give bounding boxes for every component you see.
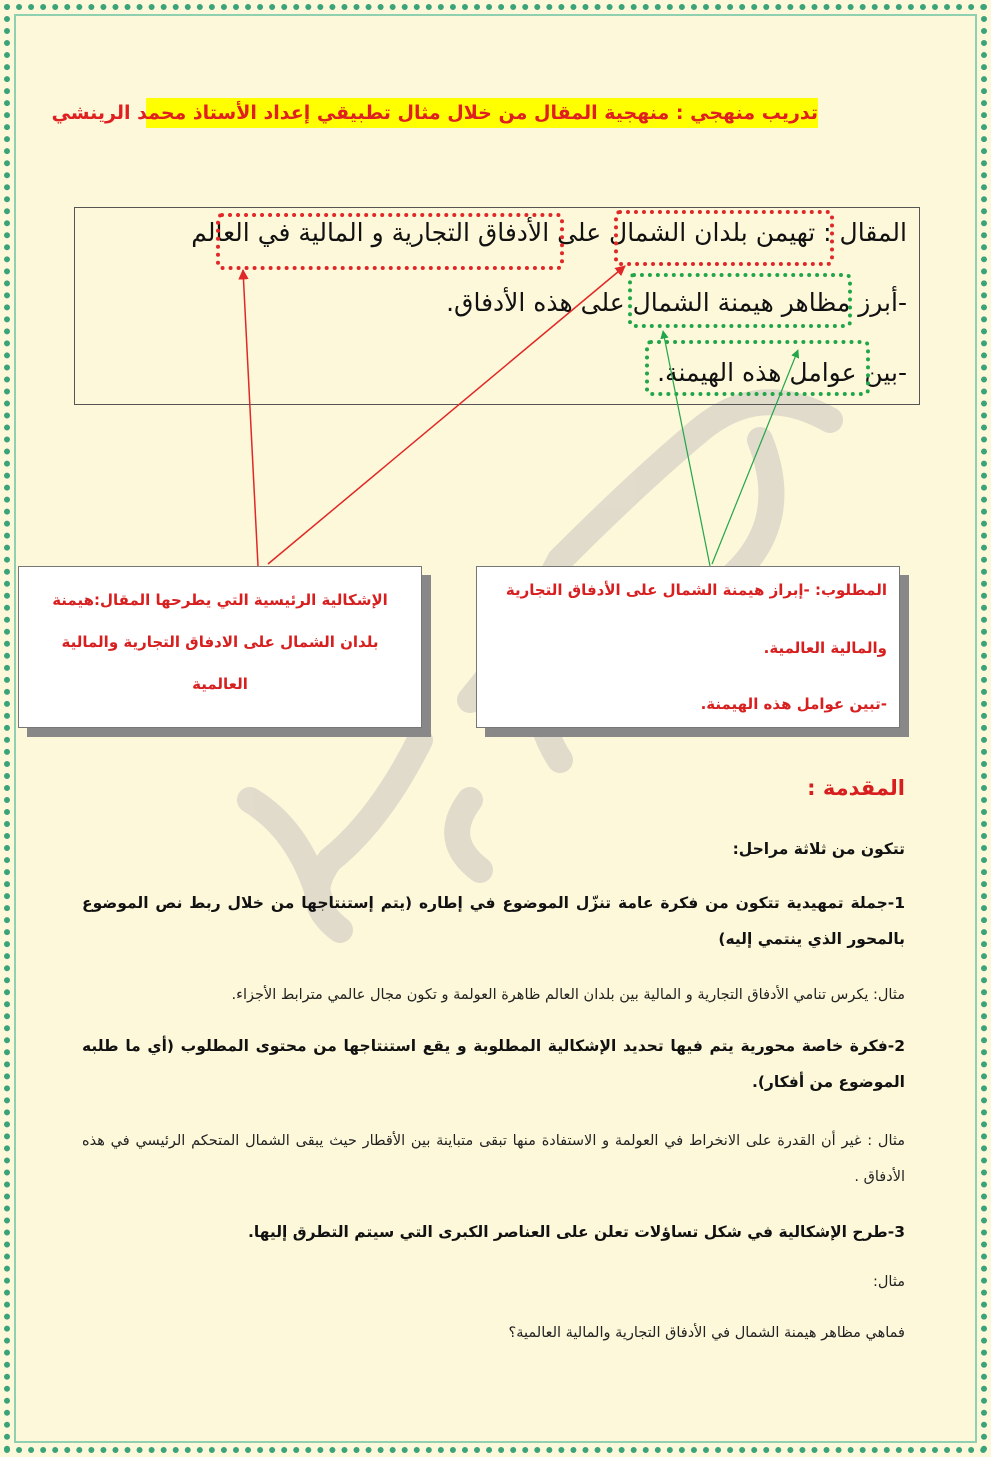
intro-example-3: فماهي مظاهر هيمنة الشمال في الأدفاق التجارية والمالية العالمية؟ bbox=[508, 1325, 905, 1341]
problem-line-1: الإشكالية الرئيسية التي يطرحها المقال:هيمنة bbox=[52, 591, 388, 609]
arrow-to-factors bbox=[712, 350, 798, 564]
arrow-to-manifestations bbox=[663, 331, 710, 566]
arrow-to-flows bbox=[243, 270, 258, 566]
intro-example-1: مثال: يكرس تنامي الأدفاق التجارية و المالية بين بلدان العالم ظاهرة العولمة و تكون مجال عالمي مترابط الأجزاء. bbox=[231, 987, 905, 1003]
intro-stages: تتكون من ثلاثة مراحل: bbox=[732, 840, 905, 858]
problem-line-3: العالمية bbox=[192, 675, 248, 693]
required-line-3: -تبين عوامل هذه الهيمنة. bbox=[700, 695, 887, 713]
essay-task-2: -بين عوامل هذه الهيمنة. bbox=[657, 358, 907, 387]
arrow-to-dominance bbox=[268, 266, 625, 564]
page-title: تدريب منهجي : منهجية المقال من خلال مثال تطبيقي إعداد الأستاذ محمد الرينشي bbox=[146, 98, 818, 128]
problem-line-2: بلدان الشمال على الادفاق التجارية والمالية bbox=[61, 633, 379, 651]
required-line-1: المطلوب: -إبراز هيمنة الشمال على الأدفاق التجارية bbox=[505, 581, 887, 599]
essay-task-1: -أبرز مظاهر هيمنة الشمال على هذه الأدفاق. bbox=[446, 288, 907, 317]
intro-example-3-label: مثال: bbox=[873, 1274, 905, 1290]
required-line-2: والمالية العالمية. bbox=[763, 639, 887, 657]
intro-step-3: 3-طرح الإشكالية في شكل تساؤلات تعلن على العناصر الكبرى التي سيتم التطرق إليها. bbox=[247, 1223, 905, 1241]
intro-step-1: 1-جملة تمهيدية تتكون من فكرة عامة تنزّل الموضوع في إطاره (يتم إستنتاجها من خلال ربط نص الموضوع بالمحور الذي ينتمي إليه) bbox=[82, 894, 905, 948]
intro-step-2: 2-فكرة خاصة محورية يتم فيها تحديد الإشكالية المطلوبة و يقع استنتاجها من محتوى المطلوب (أي ما طلبه الموضوع من أفكار). bbox=[82, 1037, 905, 1091]
essay-title-line: المقال : تهيمن بلدان الشمال على الأدفاق التجارية و المالية في العالم bbox=[191, 218, 907, 247]
intro-example-2: مثال : غير أن القدرة على الانخراط في العولمة و الاستفادة منها تبقى متباينة بين الأقطار حيث يبقى الشمال المتحكم الرئيسي في هذه الأدفاق . bbox=[82, 1133, 905, 1185]
intro-heading: المقدمة : bbox=[807, 776, 905, 800]
